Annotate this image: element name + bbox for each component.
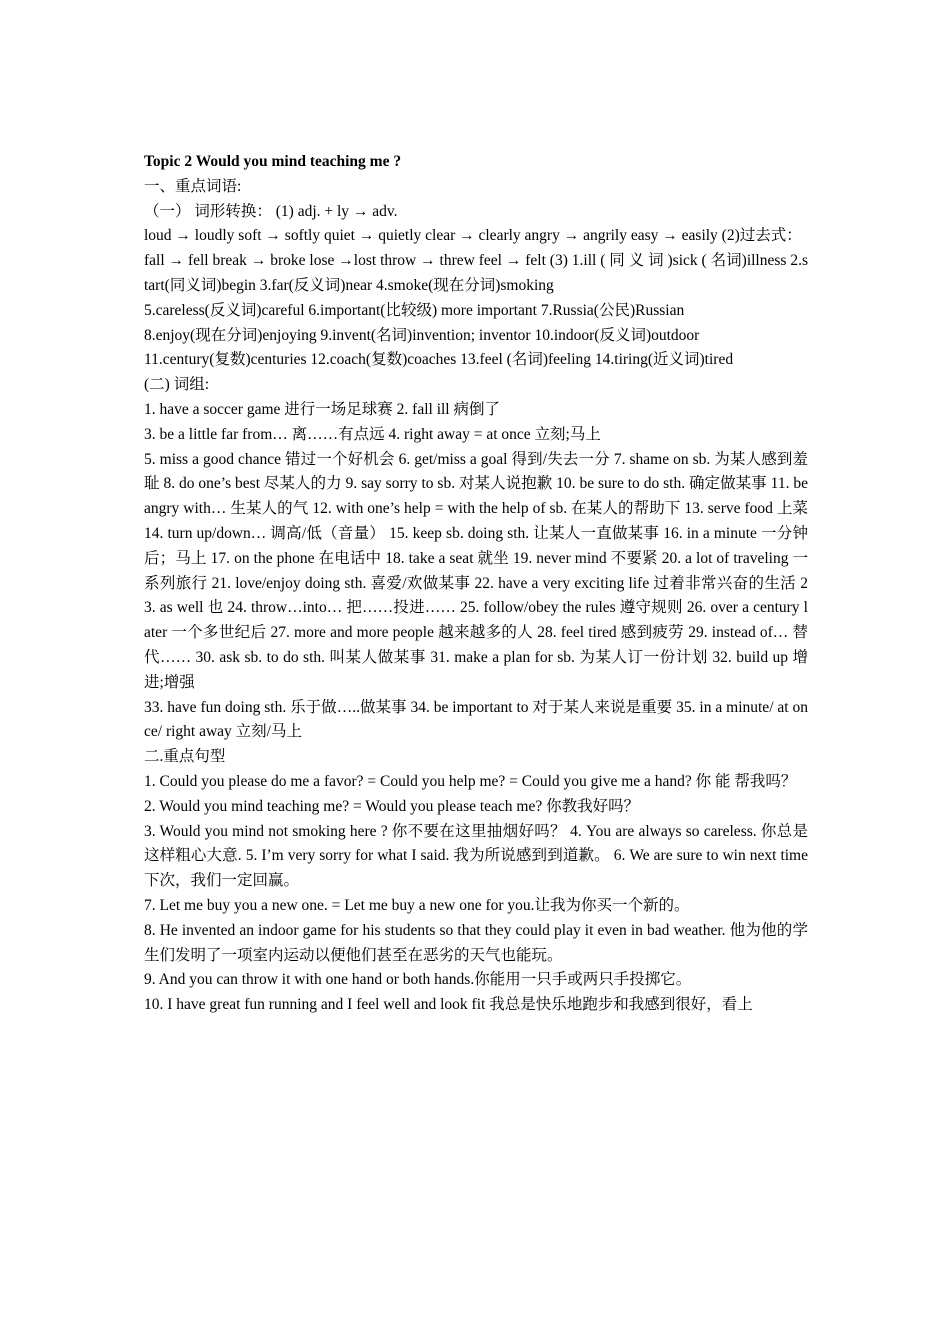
subsection-phrases: (二) 词组: [144,376,210,394]
word-forms-item-5-7: 5.careless(反义词)careful 6.important(比较级) more important 7.Russia(公民)Russian [144,301,685,319]
word-forms-adverbs: loud → loudly soft → softly quiet → quietly clear → clearly angry → angrily easy → easily (2)过去式： [144,227,802,245]
sentence-8: 8. He invented an indoor game for his students so that they could play it even in bad weather. 他为他的学生们发明了一项室内运动以便他们甚至在恶劣的天气也能玩。 [144,921,808,964]
word-forms-item-8-10: 8.enjoy(现在分词)enjoying 9.invent(名词)invention; inventor 10.indoor(反义词)outdoor [144,326,700,344]
phrases-33-35: 33. have fun doing sth. 乐于做…..做某事 34. be important to 对于某人来说是重要 35. in a minute/ at once/ right away 立刻/马上 [144,698,808,741]
sentence-2: 2. Would you mind teaching me? = Would you please teach me? 你教我好吗？ [144,797,640,815]
phrases-1-2: 1. have a soccer game 进行一场足球赛 2. fall ill 病倒了 [144,400,500,418]
section-heading-sentences: 二.重点句型 [144,748,226,766]
word-forms-item-11-14: 11.century(复数)centuries 12.coach(复数)coaches 13.feel (名词)feeling 14.tiring(近义词)tired [144,351,734,369]
document-title: Topic 2 Would you mind teaching me ? [144,153,402,170]
phrases-3-4: 3. be a little far from… 离……有点远 4. right away = at once 立刻;马上 [144,425,601,443]
sentence-7: 7. Let me buy you a new one. = Let me buy a new one for you.让我为你买一个新的。 [144,896,690,914]
section-heading-vocabulary: 一、重点词语: [144,177,242,195]
phrases-5-32: 5. miss a good chance 错过一个好机会 6. get/miss a goal 得到/失去一分 7. shame on sb. 为某人感到羞耻 8. do one’s best 尽某人的力 9. say sorry to sb. 对某人说抱歉 10. be sure to do sth. 确定做某事 11. be angry with… 生某人的气 12. with one’s help = with the help of sb. 在某人的帮助下 13. serve food 上菜 14. turn up/down… 调高/低（音量） 15. keep sb. doing sth. 让某人一直做某事 16. in a minute 一分钟后；马上 17. on the phone 在电话中 18. take a seat 就坐 19. never mind 不要紧 20. a lot of traveling 一系列旅行 21. love/enjoy doing sth. 喜爱/欢做某事 22. have a very exciting life 过着非常兴奋的生活 23. as well 也 24. throw…into… 把……投进…… 25. follow/obey the rules 遵守规则 26. over a century later 一个多世纪后 27. more and more people 越来越多的人 28. feel tired 感到疲劳 29. instead of… 替代…… 30. ask sb. to do sth. 叫某人做某事 31. make a plan for sb. 为某人订一份计划 32. build up 增进;增强 [144,450,808,691]
word-forms-past-tense: fall → fell break → broke lose →lost throw → threw feel → felt (3) 1.ill ( 同 义 词 )sick ( 名词)illness 2.start(同义词)begin 3.far(反义词)near 4.smoke(现在分词)smoking [144,252,808,294]
sentence-10: 10. I have great fun running and I feel well and look fit 我总是快乐地跑步和我感到很好，看上 [144,996,753,1014]
document-body [144,150,808,1018]
sentence-1: 1. Could you please do me a favor? = Could you help me? = Could you give me a hand? 你 能 帮我吗？ [144,772,797,790]
sentence-3-6: 3. Would you mind not smoking here ? 你不要在这里抽烟好吗？ 4. You are always so careless. 你总是这样粗心大意. 5. I’m very sorry for what I said. 我为所说感到到道歉。 6. We are sure to win next time 下次，我们一定回赢。 [144,822,808,890]
subsection-word-forms: （一） 词形转换： (1) adj. + ly → adv. [144,202,398,220]
sentence-9: 9. And you can throw it with one hand or both hands.你能用一只手或两只手投掷它。 [144,971,692,989]
